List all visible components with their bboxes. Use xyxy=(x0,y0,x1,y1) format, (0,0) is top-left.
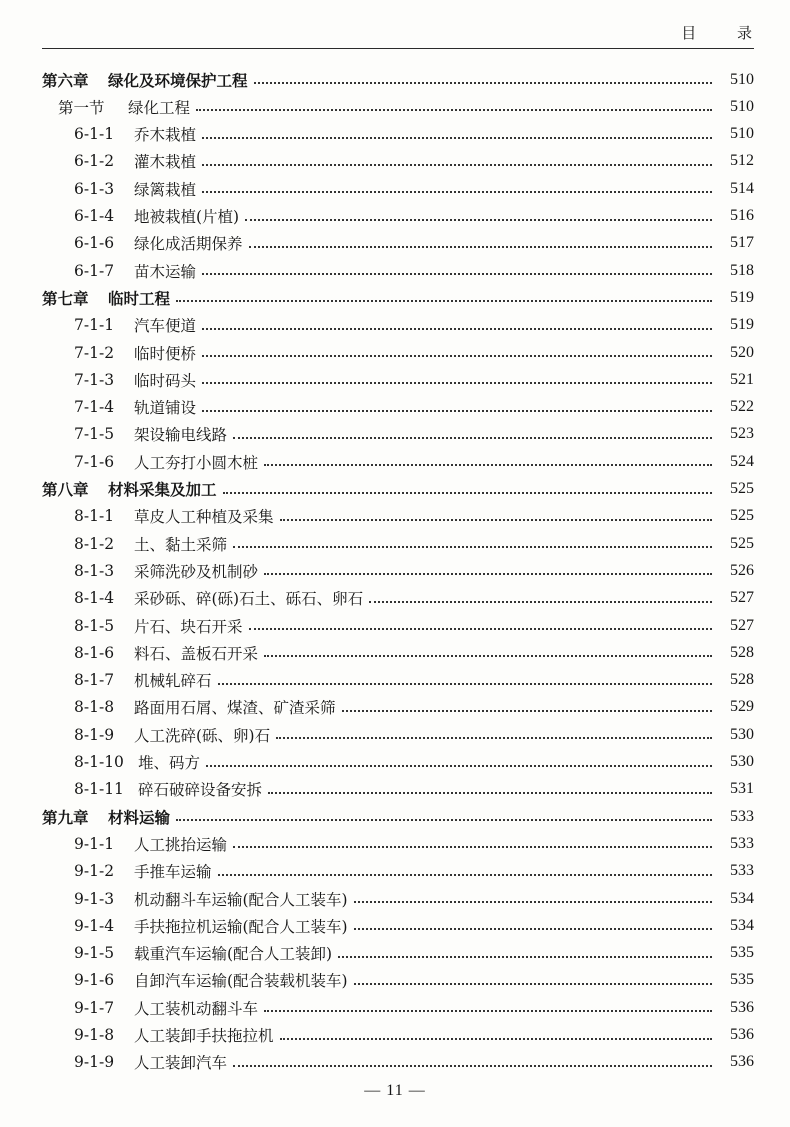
toc-code: 6-1-6 xyxy=(74,234,115,253)
toc-title: 机械轧碎石 xyxy=(134,672,212,691)
dot-leader xyxy=(354,982,712,985)
toc-title: 绿篱栽植 xyxy=(134,180,197,199)
dot-leader xyxy=(233,545,712,548)
toc-title: 载重汽车运输(配合人工装卸) xyxy=(134,945,333,964)
toc-entry xyxy=(0,257,790,284)
dot-leader xyxy=(202,163,712,166)
toc-code: 7-1-6 xyxy=(74,452,115,471)
dot-leader xyxy=(280,1037,712,1040)
toc-entry xyxy=(0,557,790,584)
toc-code: 8-1-6 xyxy=(74,643,115,662)
toc-page-number: 514 xyxy=(730,179,754,197)
toc-page-number: 534 xyxy=(730,916,754,934)
toc-title: 人工挑抬运输 xyxy=(134,835,228,854)
toc-entry xyxy=(0,858,790,885)
dot-leader xyxy=(176,818,712,821)
toc-code: 7-1-4 xyxy=(74,398,115,417)
toc-title: 汽车便道 xyxy=(134,317,197,336)
toc-title: 绿化成活期保养 xyxy=(134,235,243,254)
toc-title: 碎石破碎设备安拆 xyxy=(138,781,263,800)
toc-code: 8-1-5 xyxy=(74,616,115,635)
toc-title: 片石、块石开采 xyxy=(134,617,243,636)
toc-page-number: 533 xyxy=(730,834,754,852)
toc-section xyxy=(0,93,790,120)
toc-page-number: 517 xyxy=(730,234,754,252)
toc-page-number: 536 xyxy=(730,998,754,1016)
toc-page-number: 530 xyxy=(730,725,754,743)
toc-code: 8-1-9 xyxy=(74,725,115,744)
toc-page-number: 530 xyxy=(730,753,754,770)
toc-chapter xyxy=(0,476,790,503)
toc-code: 6-1-4 xyxy=(74,207,115,225)
toc-page-number: 527 xyxy=(730,616,754,634)
dot-leader xyxy=(268,791,712,794)
dot-leader xyxy=(254,81,712,84)
toc-title: 材料采集及加工 xyxy=(108,480,217,499)
toc-entry xyxy=(0,749,790,776)
dot-leader xyxy=(369,600,712,603)
toc-title: 人工装机动翻斗车 xyxy=(134,999,259,1018)
toc-title: 土、黏土采筛 xyxy=(134,535,228,554)
toc-page-number: 533 xyxy=(730,862,754,880)
toc-entry xyxy=(0,1022,790,1049)
toc-page-number: 510 xyxy=(730,97,754,115)
toc-code: 9-1-5 xyxy=(74,944,115,963)
toc-code: 9-1-7 xyxy=(74,998,115,1017)
dot-leader xyxy=(202,327,712,330)
toc-entry xyxy=(0,148,790,175)
toc-chapter xyxy=(0,66,790,93)
toc-page-number: 527 xyxy=(730,589,754,607)
dot-leader xyxy=(202,136,712,139)
toc-page-number: 529 xyxy=(730,698,754,716)
dot-leader xyxy=(342,709,712,712)
toc-code: 6-1-7 xyxy=(74,261,115,280)
page-header xyxy=(42,14,770,49)
toc-entry xyxy=(0,912,790,939)
toc-code: 8-1-3 xyxy=(74,561,115,580)
toc-code: 9-1-9 xyxy=(74,1053,115,1072)
toc-entry xyxy=(0,612,790,639)
toc-entry xyxy=(0,366,790,393)
dot-leader xyxy=(245,218,712,221)
dot-leader xyxy=(202,272,712,275)
toc-code: 8-1-2 xyxy=(74,534,115,553)
dot-leader xyxy=(249,245,712,248)
toc-page-number: 533 xyxy=(730,807,754,825)
toc-entry xyxy=(0,994,790,1021)
dot-leader xyxy=(338,955,712,958)
toc-page-number: 518 xyxy=(730,261,754,279)
toc-code: 8-1-8 xyxy=(74,698,115,717)
toc-entry xyxy=(0,585,790,612)
toc-title: 人工洗碎(砾、卵)石 xyxy=(134,726,271,745)
toc-entry xyxy=(0,1049,790,1076)
dot-leader xyxy=(206,764,712,767)
toc-entry xyxy=(0,448,790,475)
toc-page-number: 521 xyxy=(730,370,754,388)
toc-title: 采砂砾、碎(砾)石土、砾石、卵石 xyxy=(134,590,364,609)
toc-title: 苗木运输 xyxy=(134,262,197,281)
dot-leader xyxy=(264,654,712,657)
toc-code: 7-1-5 xyxy=(74,425,115,444)
dot-leader xyxy=(202,381,712,384)
toc-title: 轨道铺设 xyxy=(134,399,197,418)
toc-entry xyxy=(0,312,790,339)
toc-title: 绿化工程 xyxy=(128,98,191,117)
toc-title: 绿化及环境保护工程 xyxy=(108,70,248,90)
toc-title: 乔木栽植 xyxy=(134,126,197,145)
toc-entry xyxy=(0,667,790,694)
toc-code: 9-1-2 xyxy=(74,862,115,881)
toc-code: 6-1-1 xyxy=(74,125,115,144)
toc-page-number: 535 xyxy=(730,971,754,989)
toc-code: 8-1-4 xyxy=(74,589,115,608)
dot-leader xyxy=(354,927,712,930)
toc-code: 6-1-3 xyxy=(74,179,115,198)
dot-leader xyxy=(218,682,712,685)
toc-title: 地被栽植(片植) xyxy=(134,208,240,226)
toc-code: 9-1-4 xyxy=(74,916,115,935)
toc-code: 7-1-2 xyxy=(74,343,115,362)
toc-title: 采筛洗砂及机制砂 xyxy=(134,562,259,581)
toc-title: 堆、码方 xyxy=(138,754,201,772)
toc-title: 架设输电线路 xyxy=(134,426,228,445)
toc-page-number: 510 xyxy=(730,70,754,88)
toc-title: 临时便桥 xyxy=(134,344,197,363)
dot-leader xyxy=(354,900,712,903)
toc-page-number: 522 xyxy=(730,398,754,416)
toc-page-number: 525 xyxy=(730,480,754,497)
toc-code: 第八章 xyxy=(42,480,89,499)
dot-leader xyxy=(249,627,712,630)
footer-page-number: — 11 — xyxy=(364,1082,426,1099)
toc-page-number: 510 xyxy=(730,125,754,143)
toc-code: 第九章 xyxy=(42,807,89,827)
toc-entry xyxy=(0,394,790,421)
toc-title: 路面用石屑、煤渣、矿渣采筛 xyxy=(134,699,336,718)
toc-title: 自卸汽车运输(配合装载机装车) xyxy=(134,972,348,991)
dot-leader xyxy=(196,108,712,111)
toc-code: 第一节 xyxy=(58,98,105,117)
dot-leader xyxy=(218,873,712,876)
toc-entry xyxy=(0,203,790,230)
toc-code: 9-1-1 xyxy=(74,834,115,853)
toc-page-number: 512 xyxy=(730,152,754,170)
toc-page-number: 525 xyxy=(730,507,754,525)
toc-title: 手扶拖拉机运输(配合人工装车) xyxy=(134,917,348,936)
toc-page-number: 536 xyxy=(730,1053,754,1071)
toc-page-number: 525 xyxy=(730,534,754,552)
toc-title: 人工装卸手扶拖拉机 xyxy=(134,1027,274,1045)
toc-page-number: 516 xyxy=(730,207,754,224)
toc-page-number: 526 xyxy=(730,561,754,579)
toc-code: 8-1-10 xyxy=(74,753,124,771)
toc-page-number: 536 xyxy=(730,1026,754,1043)
dot-leader xyxy=(223,491,712,494)
dot-leader xyxy=(264,463,712,466)
toc-page-number: 528 xyxy=(730,643,754,661)
toc-title: 人工装卸汽车 xyxy=(134,1054,228,1073)
toc-entry xyxy=(0,694,790,721)
toc-code: 第六章 xyxy=(42,70,89,90)
toc-chapter xyxy=(0,284,790,311)
toc-code: 9-1-8 xyxy=(74,1026,115,1044)
dot-leader xyxy=(233,1064,712,1067)
toc-code: 7-1-1 xyxy=(74,316,115,335)
dot-leader xyxy=(202,409,712,412)
toc-entry xyxy=(0,776,790,803)
toc-title: 灌木栽植 xyxy=(134,153,197,172)
toc-entry xyxy=(0,121,790,148)
toc-page-number: 519 xyxy=(730,288,754,306)
toc-entry xyxy=(0,639,790,666)
toc-title: 材料运输 xyxy=(108,807,171,827)
toc-code: 9-1-3 xyxy=(74,889,115,908)
dot-leader xyxy=(202,190,712,193)
toc-page-number: 535 xyxy=(730,944,754,962)
toc-entry xyxy=(0,503,790,530)
toc-code: 6-1-2 xyxy=(74,152,115,171)
dot-leader xyxy=(202,354,712,357)
toc-entry xyxy=(0,421,790,448)
toc-code: 8-1-7 xyxy=(74,671,115,690)
toc-title: 人工夯打小圆木桩 xyxy=(134,453,259,472)
toc-page-number: 534 xyxy=(730,889,754,907)
toc-page-number: 528 xyxy=(730,671,754,689)
toc-entry xyxy=(0,830,790,857)
toc-page-number: 520 xyxy=(730,343,754,361)
dot-leader xyxy=(233,436,712,439)
dot-leader xyxy=(280,518,712,521)
toc-title: 手推车运输 xyxy=(134,863,212,882)
dot-leader xyxy=(264,572,712,575)
toc-page-number: 519 xyxy=(730,316,754,334)
toc-entry xyxy=(0,530,790,557)
dot-leader xyxy=(276,736,712,739)
toc-entry xyxy=(0,721,790,748)
toc-entry xyxy=(0,230,790,257)
toc-code: 7-1-3 xyxy=(74,370,115,389)
toc-code: 第七章 xyxy=(42,288,89,308)
toc-entry xyxy=(0,339,790,366)
toc-page-number: 531 xyxy=(730,780,754,798)
toc-title: 草皮人工种植及采集 xyxy=(134,508,274,527)
toc-title: 机动翻斗车运输(配合人工装车) xyxy=(134,890,348,909)
header-title: 目 录 xyxy=(681,24,770,42)
toc-code: 8-1-1 xyxy=(74,507,115,526)
toc-entry xyxy=(0,175,790,202)
toc-title: 临时码头 xyxy=(134,371,197,390)
dot-leader xyxy=(264,1009,712,1012)
toc-entry xyxy=(0,940,790,967)
dot-leader xyxy=(176,299,712,302)
page-footer xyxy=(0,1082,790,1100)
toc-entry xyxy=(0,885,790,912)
toc-page-number: 523 xyxy=(730,425,754,443)
toc-code: 9-1-6 xyxy=(74,971,115,990)
toc-title: 临时工程 xyxy=(108,288,171,308)
toc-code: 8-1-11 xyxy=(74,780,124,799)
dot-leader xyxy=(233,845,712,848)
toc-title: 料石、盖板石开采 xyxy=(134,644,259,663)
toc-entry xyxy=(0,967,790,994)
toc-chapter xyxy=(0,803,790,830)
toc-page-number: 524 xyxy=(730,452,754,470)
